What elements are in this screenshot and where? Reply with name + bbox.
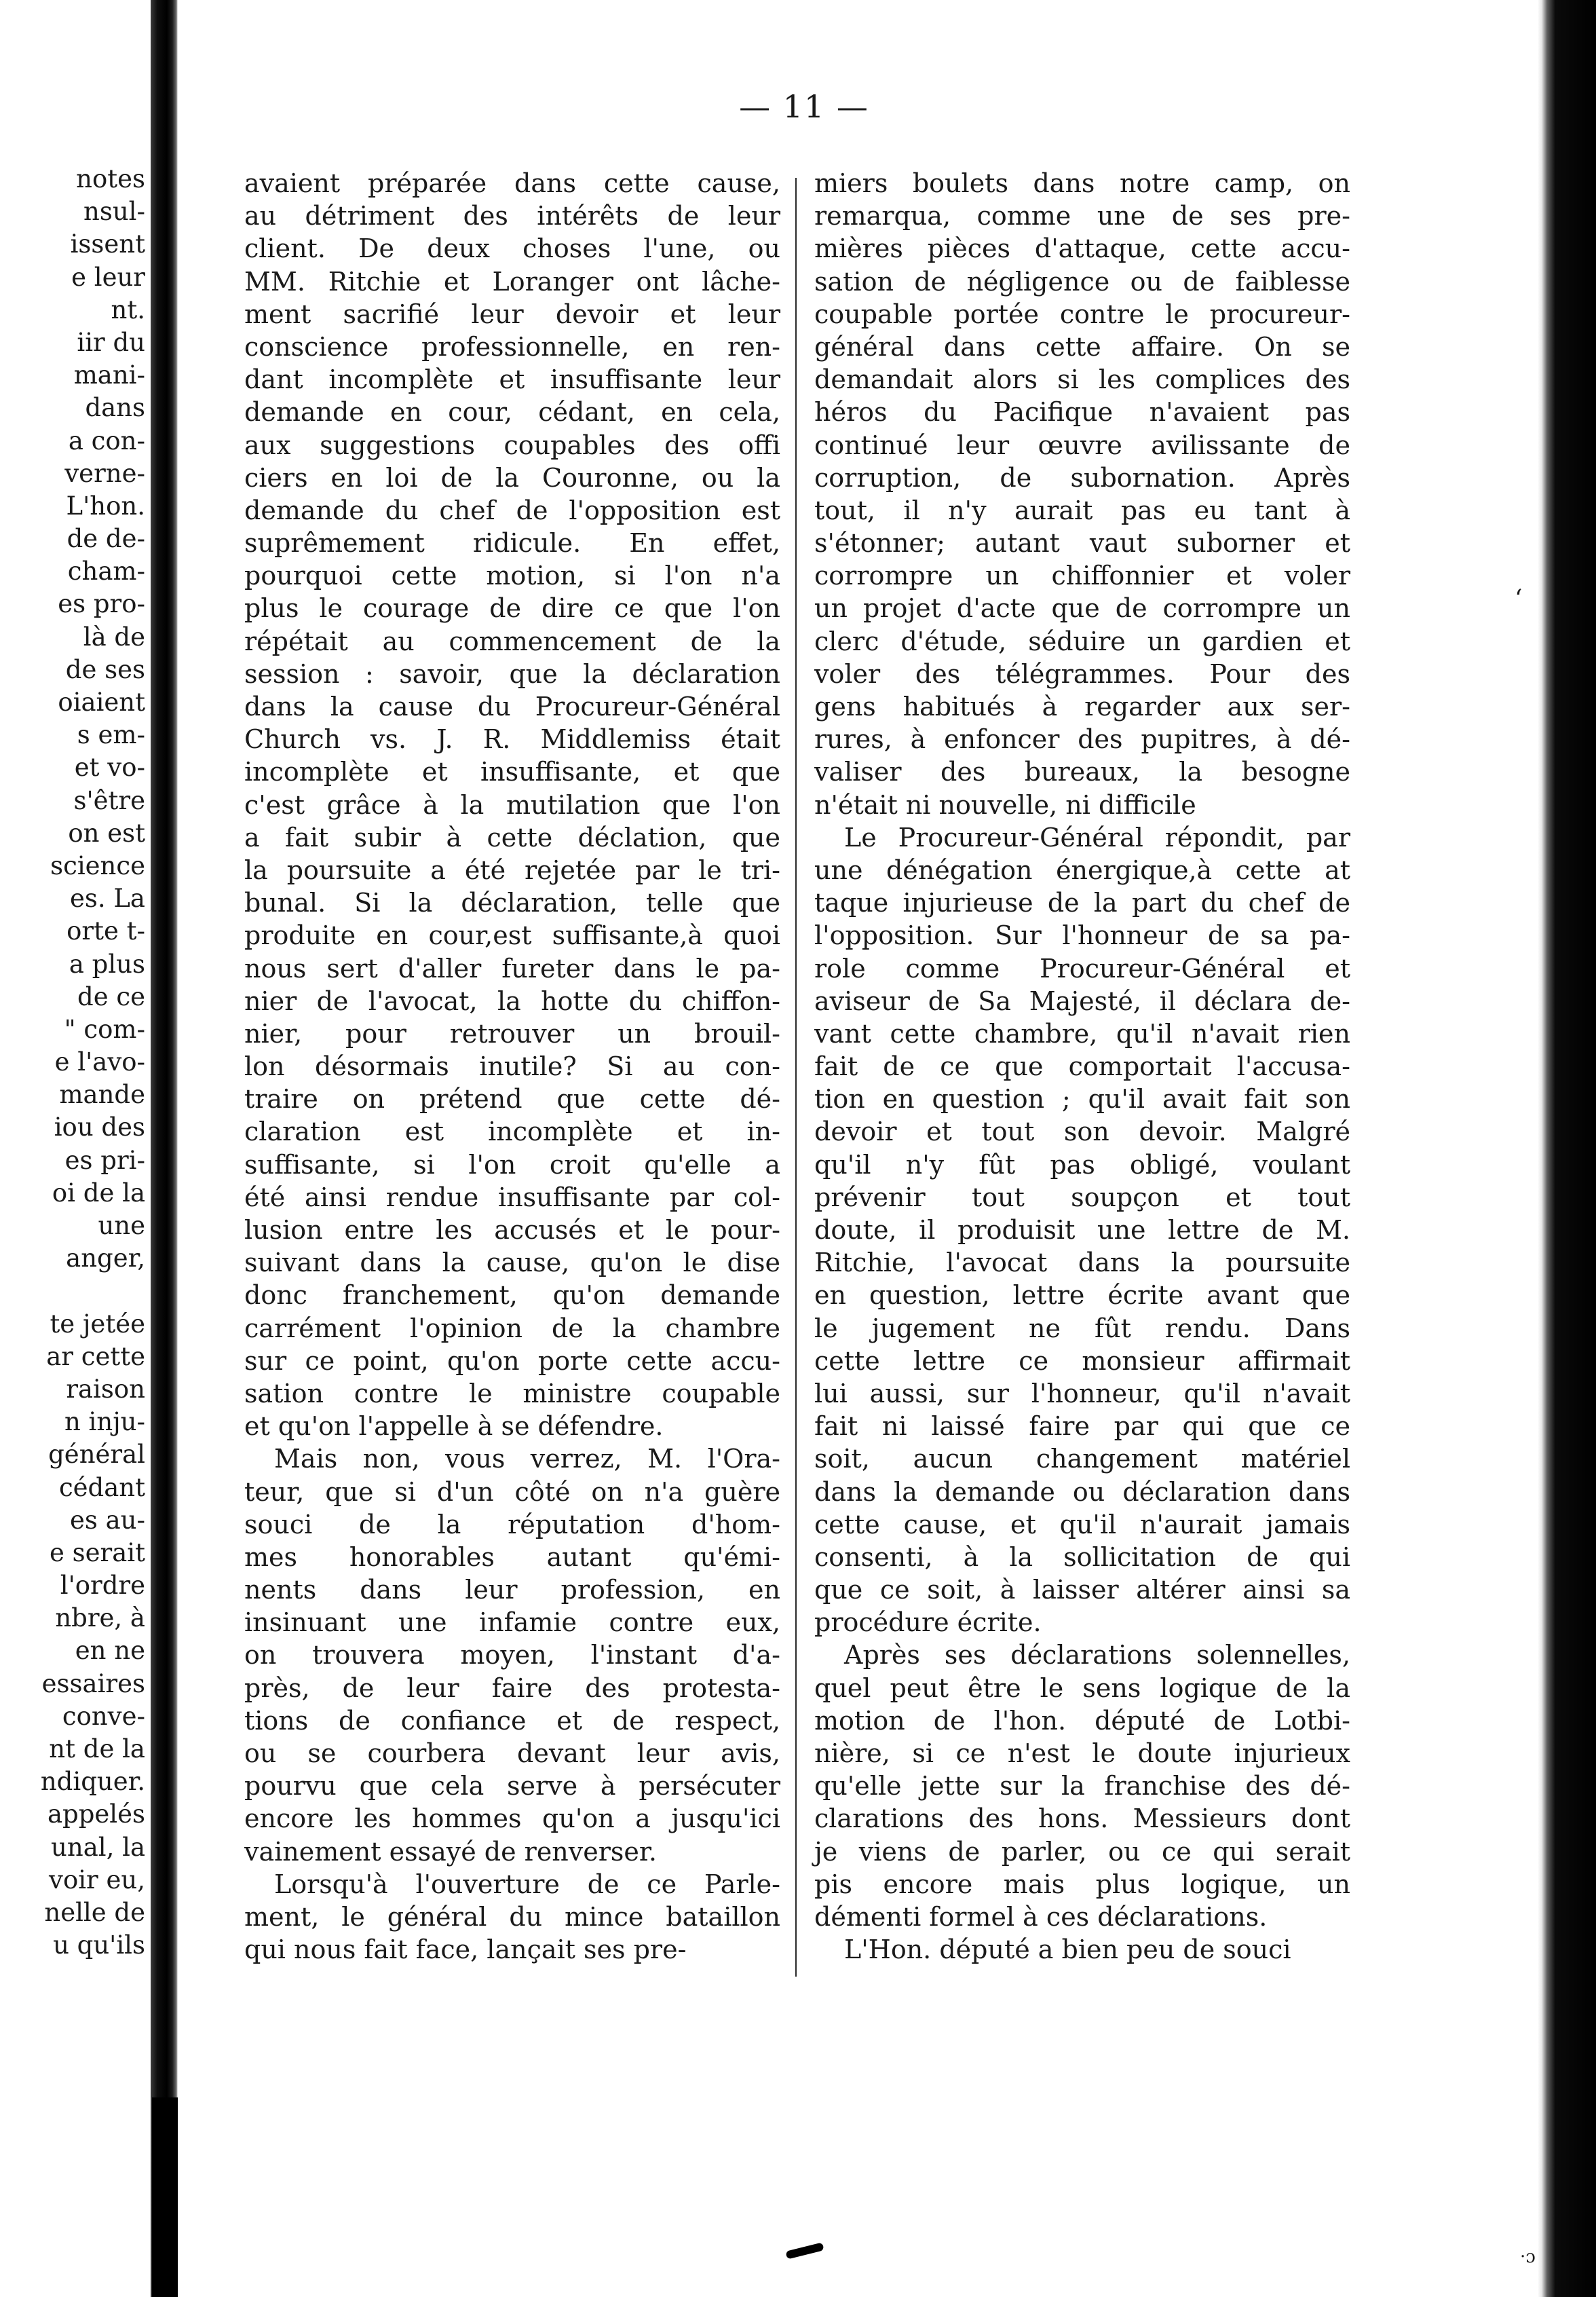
left-facing-page-strip (0, 0, 151, 2297)
margin-fragment-line: e leur (71, 262, 145, 292)
column-left-line: pourvu que cela serve à persécuter (244, 1771, 780, 1801)
margin-fragment-line: conve- (62, 1701, 145, 1731)
margin-fragment-line: L'hon. (66, 491, 145, 521)
margin-fragment-line: nbre, à (55, 1603, 145, 1633)
column-divider (795, 178, 797, 1977)
column-left-line: nier, pour retrouver un brouil- (244, 1018, 780, 1049)
column-right-line: que ce soit, à laisser altérer ainsi sa (814, 1575, 1350, 1605)
margin-fragment-line: notes (76, 164, 145, 193)
margin-fragment-line: s em- (77, 720, 145, 750)
column-left-line: dans la cause du Procureur-Général (244, 692, 780, 722)
margin-fragment-line: voir eu, (49, 1865, 145, 1894)
column-left-line: aux suggestions coupables des offi (244, 430, 780, 460)
column-left-line: donc franchement, qu'on demande (244, 1280, 780, 1311)
margin-fragment-line: raison (66, 1374, 145, 1404)
column-right-line: Le Procureur-Général répondit, par (844, 822, 1350, 853)
column-left-line: Lorsqu'à l'ouverture de ce Parle- (274, 1869, 780, 1899)
margin-fragment-line: es. La (69, 884, 145, 914)
column-right-line: gens habitués à regarder aux ser- (814, 692, 1350, 722)
margin-fragment-line: là de (83, 622, 145, 652)
page-number: — 11 — (739, 88, 869, 125)
column-left-line: nier de l'avocat, la hotte du chiffon- (244, 986, 780, 1016)
column-right-line: clarations des hons. Messieurs dont (814, 1804, 1350, 1834)
margin-fragment-line: iou des (54, 1113, 145, 1142)
margin-fragment-line: n inju- (64, 1407, 145, 1437)
margin-fragment-line: verne- (64, 458, 145, 488)
column-left-line: plus le courage de dire ce que l'on (244, 593, 780, 624)
column-right-line: soit, aucun changement matériel (814, 1444, 1350, 1474)
column-left-line: bunal. Si la déclaration, telle que (244, 888, 780, 918)
column-right-line: en question, lettre écrite avant que (814, 1280, 1350, 1311)
column-left-line: au détriment des intérêts de leur (244, 201, 780, 231)
column-right-line: dans la demande ou déclaration dans (814, 1476, 1350, 1507)
binding-gutter (151, 0, 178, 2297)
column-right-line: L'Hon. député a bien peu de souci (844, 1935, 1291, 1965)
margin-fragment-line: l'ordre (60, 1571, 145, 1601)
column-left-line: claration est incomplète et in- (244, 1117, 780, 1147)
margin-fragment-line: es pro- (58, 589, 145, 619)
column-left-line: sation contre le ministre coupable (244, 1378, 780, 1408)
column-left-line: suffisante, si l'on croit qu'elle a (244, 1149, 780, 1180)
column-left-line: suivant dans la cause, qu'on le dise (244, 1248, 780, 1278)
column-right-line: s'étonner; autant vaut suborner et (814, 528, 1350, 559)
text-column-right (814, 167, 1350, 1966)
column-right-line: cette cause, et qu'il n'aurait jamais (814, 1509, 1350, 1539)
column-right-line: voler des télégrammes. Pour des (814, 658, 1350, 689)
margin-fragment-line: général (48, 1440, 145, 1470)
margin-fragment-line: mani- (73, 360, 145, 390)
margin-fragment-line: de ce (77, 982, 145, 1011)
margin-fragment-line: essaires (41, 1668, 145, 1698)
column-left-line: ment, le général du mince bataillon (244, 1901, 780, 1932)
margin-fragment-line: e l'avo- (54, 1047, 145, 1077)
column-right-line: taque injurieuse de la part du chef de (814, 888, 1350, 918)
column-right-line: corrompre un chiffonnier et voler (814, 561, 1350, 591)
column-left-line: a fait subir à cette déclation, que (244, 822, 780, 853)
margin-fragment-line: ar cette (46, 1341, 145, 1371)
margin-fragment-line: es au- (69, 1505, 145, 1535)
margin-speck: ·ɔ (1520, 2247, 1536, 2267)
column-left-line: la poursuite a été rejetée par le tri- (244, 855, 780, 885)
column-left-line: souci de la réputation d'hom- (244, 1509, 780, 1539)
column-left-line: près, de leur faire des protesta- (244, 1673, 780, 1703)
margin-fragment-line: issent (70, 229, 145, 259)
margin-fragment-line: unal, la (51, 1832, 145, 1862)
column-left-line: ment sacrifié leur devoir et leur (244, 299, 780, 329)
column-right-line: devoir et tout son devoir. Malgré (814, 1117, 1350, 1147)
column-right-line: aviseur de Sa Majesté, il déclara de- (814, 986, 1350, 1016)
column-right-line: sation de négligence ou de faiblesse (814, 266, 1350, 297)
column-left-line: tions de confiance et de respect, (244, 1705, 780, 1736)
margin-fragment-line: une (98, 1211, 145, 1240)
column-right-line: Ritchie, l'avocat dans la poursuite (814, 1248, 1350, 1278)
margin-fragment-line: mande (59, 1080, 145, 1110)
column-right-line: demandait alors si les complices des (814, 365, 1350, 395)
column-left-line: carrément l'opinion de la chambre (244, 1313, 780, 1343)
column-left-line: teur, que si d'un côté on n'a guère (244, 1476, 780, 1507)
column-right-line: prévenir tout soupçon et tout (814, 1182, 1350, 1212)
margin-fragment-line: a plus (69, 949, 145, 979)
margin-fragment-line: on est (68, 818, 145, 848)
column-right-line: procédure écrite. (814, 1607, 1042, 1638)
column-left-line: été ainsi rendue insuffisante par col- (244, 1182, 780, 1212)
margin-fragment-line: orte t- (66, 916, 145, 946)
column-left-line: Mais non, vous verrez, M. l'Ora- (274, 1444, 780, 1474)
column-right-line: fait de ce que comportait l'accusa- (814, 1051, 1350, 1082)
margin-fragment-line: nt. (111, 295, 145, 324)
margin-fragment-line: appelés (47, 1799, 145, 1829)
margin-fragment-line: " com- (64, 1014, 145, 1044)
column-left-line: et qu'on l'appelle à se défendre. (244, 1411, 664, 1442)
margin-fragment-line: cédant (58, 1472, 145, 1502)
margin-fragment-line: iir du (77, 327, 145, 357)
column-left-line: conscience professionnelle, en ren- (244, 331, 780, 362)
column-right-line: héros du Pacifique n'avaient pas (814, 397, 1350, 428)
column-right-line: cette lettre ce monsieur affirmait (814, 1345, 1350, 1376)
column-right-line: mières pièces d'attaque, cette accu- (814, 234, 1350, 264)
column-right-line: général dans cette affaire. On se (814, 331, 1350, 362)
left-margin-fragments (0, 163, 145, 1962)
column-right-line: remarqua, comme une de ses pre- (814, 201, 1350, 231)
margin-fragment-line: en ne (75, 1636, 145, 1666)
column-left-line: nents dans leur profession, en (244, 1575, 780, 1605)
column-left-line: répétait au commencement de la (244, 626, 780, 656)
column-right-line: rures, à enfoncer des pupitres, à dé- (814, 724, 1350, 755)
margin-fragment-line: dans (85, 393, 145, 423)
column-right-line: quel peut être le sens logique de la (814, 1673, 1350, 1703)
column-right-line: clerc d'étude, séduire un gardien et (814, 626, 1350, 656)
column-left-line: ciers en loi de la Couronne, ou la (244, 462, 780, 493)
column-left-line: client. De deux choses l'une, ou (244, 234, 780, 264)
column-left-line: lon désormais inutile? Si au con- (244, 1051, 780, 1082)
column-left-line: produite en cour,est suffisante,à quoi (244, 920, 780, 951)
margin-speck: ʻ (1515, 585, 1523, 613)
column-right-line: corruption, de subornation. Après (814, 462, 1350, 493)
column-right-line: une dénégation énergique,à cette at (814, 855, 1350, 885)
column-left-line: traire on prétend que cette dé- (244, 1084, 780, 1115)
column-left-line: mes honorables autant qu'émi- (244, 1542, 780, 1572)
column-right-line: qu'elle jette sur la franchise des dé- (814, 1771, 1350, 1801)
margin-fragment-line: oiaient (58, 688, 145, 717)
column-left-line: on trouvera moyen, l'instant d'a- (244, 1640, 780, 1670)
column-right-line: je viens de parler, ou ce qui serait (814, 1836, 1350, 1867)
margin-fragment-line: te jetée (50, 1309, 145, 1339)
column-right-line: role comme Procureur-Général et (814, 953, 1350, 984)
column-left-line: c'est grâce à la mutilation que l'on (244, 789, 780, 820)
column-right-line: l'opposition. Sur l'honneur de sa pa- (814, 920, 1350, 951)
column-right-line: vant cette chambre, qu'il n'avait rien (814, 1018, 1350, 1049)
column-left-line: incomplète et insuffisante, et que (244, 757, 780, 787)
column-left-line: suprêmement ridicule. En effet, (244, 528, 780, 559)
column-right-line: tion en question ; qu'il avait fait son (814, 1084, 1350, 1115)
margin-fragment-line: nelle de (44, 1897, 145, 1927)
column-right-line: fait ni laissé faire par qui que ce (814, 1411, 1350, 1442)
margin-fragment-line: es pri- (64, 1145, 145, 1175)
column-right-line: Après ses déclarations solennelles, (844, 1640, 1350, 1670)
column-right-line: tout, il n'y aurait pas eu tant à (814, 495, 1350, 525)
margin-fragment-line: cham- (67, 557, 145, 586)
margin-fragment-line: ndiquer. (40, 1767, 145, 1797)
column-left-line: vainement essayé de renverser. (244, 1836, 657, 1867)
column-right-line: lui aussi, sur l'honneur, qu'il n'avait (814, 1378, 1350, 1408)
margin-fragment-line: science (50, 851, 145, 880)
margin-fragment-line: a con- (68, 426, 145, 455)
column-right-line: qu'il n'y fût pas obligé, voulant (814, 1149, 1350, 1180)
column-left-line: MM. Ritchie et Loranger ont lâche- (244, 266, 780, 297)
column-left-line: demande en cour, cédant, en cela, (244, 397, 780, 428)
column-right-line: continué leur œuvre avilissante de (814, 430, 1350, 460)
margin-fragment-line: de ses (65, 654, 145, 684)
column-left-line: session : savoir, que la déclaration (244, 658, 780, 689)
column-left-line: encore les hommes qu'on a jusqu'ici (244, 1804, 780, 1834)
column-left-line: dant incomplète et insuffisante leur (244, 365, 780, 395)
column-left-line: lusion entre les accusés et le pour- (244, 1215, 780, 1245)
margin-fragment-line: et vo- (74, 753, 145, 783)
column-right-line: doute, il produisit une lettre de M. (814, 1215, 1350, 1245)
column-left-line: qui nous fait face, lançait ses pre- (244, 1935, 687, 1965)
right-page-edge (1538, 0, 1596, 2297)
margin-fragment-line: s'être (73, 785, 145, 815)
column-right-line: coupable portée contre le procureur- (814, 299, 1350, 329)
margin-fragment-line: de de- (66, 524, 145, 554)
column-left-line: ou se courbera devant leur avis, (244, 1738, 780, 1768)
margin-fragment-line: e serait (50, 1537, 145, 1567)
margin-fragment-line (0, 1275, 145, 1307)
column-right-line: le jugement ne fût rendu. Dans (814, 1313, 1350, 1343)
column-left-line: sur ce point, qu'on porte cette accu- (244, 1345, 780, 1376)
column-left-line: avaient préparée dans cette cause, (244, 168, 780, 198)
column-right-line: nière, si ce n'est le doute injurieux (814, 1738, 1350, 1768)
margin-fragment-line: nt de la (49, 1734, 145, 1763)
column-left-line: demande du chef de l'opposition est (244, 495, 780, 525)
column-right-line: miers boulets dans notre camp, on (814, 168, 1350, 198)
column-right-line: consenti, à la sollicitation de qui (814, 1542, 1350, 1572)
column-right-line: démenti formel à ces déclarations. (814, 1901, 1268, 1932)
column-right-line: valiser des bureaux, la besogne (814, 757, 1350, 787)
column-left-line: pourquoi cette motion, si l'on n'a (244, 561, 780, 591)
text-column-left (244, 167, 780, 1966)
margin-fragment-line: oi de la (52, 1178, 145, 1208)
margin-fragment-line: u qu'ils (53, 1930, 145, 1960)
column-right-line: pis encore mais plus logique, un (814, 1869, 1350, 1899)
column-left-line: insinuant une infamie contre eux, (244, 1607, 780, 1638)
column-left-line: Church vs. J. R. Middlemiss était (244, 724, 780, 755)
column-right-line: un projet d'acte que de corrompre un (814, 593, 1350, 624)
column-left-line: nous sert d'aller fureter dans le pa- (244, 953, 780, 984)
margin-fragment-line: nsul- (83, 197, 145, 227)
column-right-line: motion de l'hon. député de Lotbi- (814, 1705, 1350, 1736)
column-right-line: n'était ni nouvelle, ni difficile (814, 789, 1196, 820)
margin-fragment-line: anger, (66, 1244, 145, 1273)
